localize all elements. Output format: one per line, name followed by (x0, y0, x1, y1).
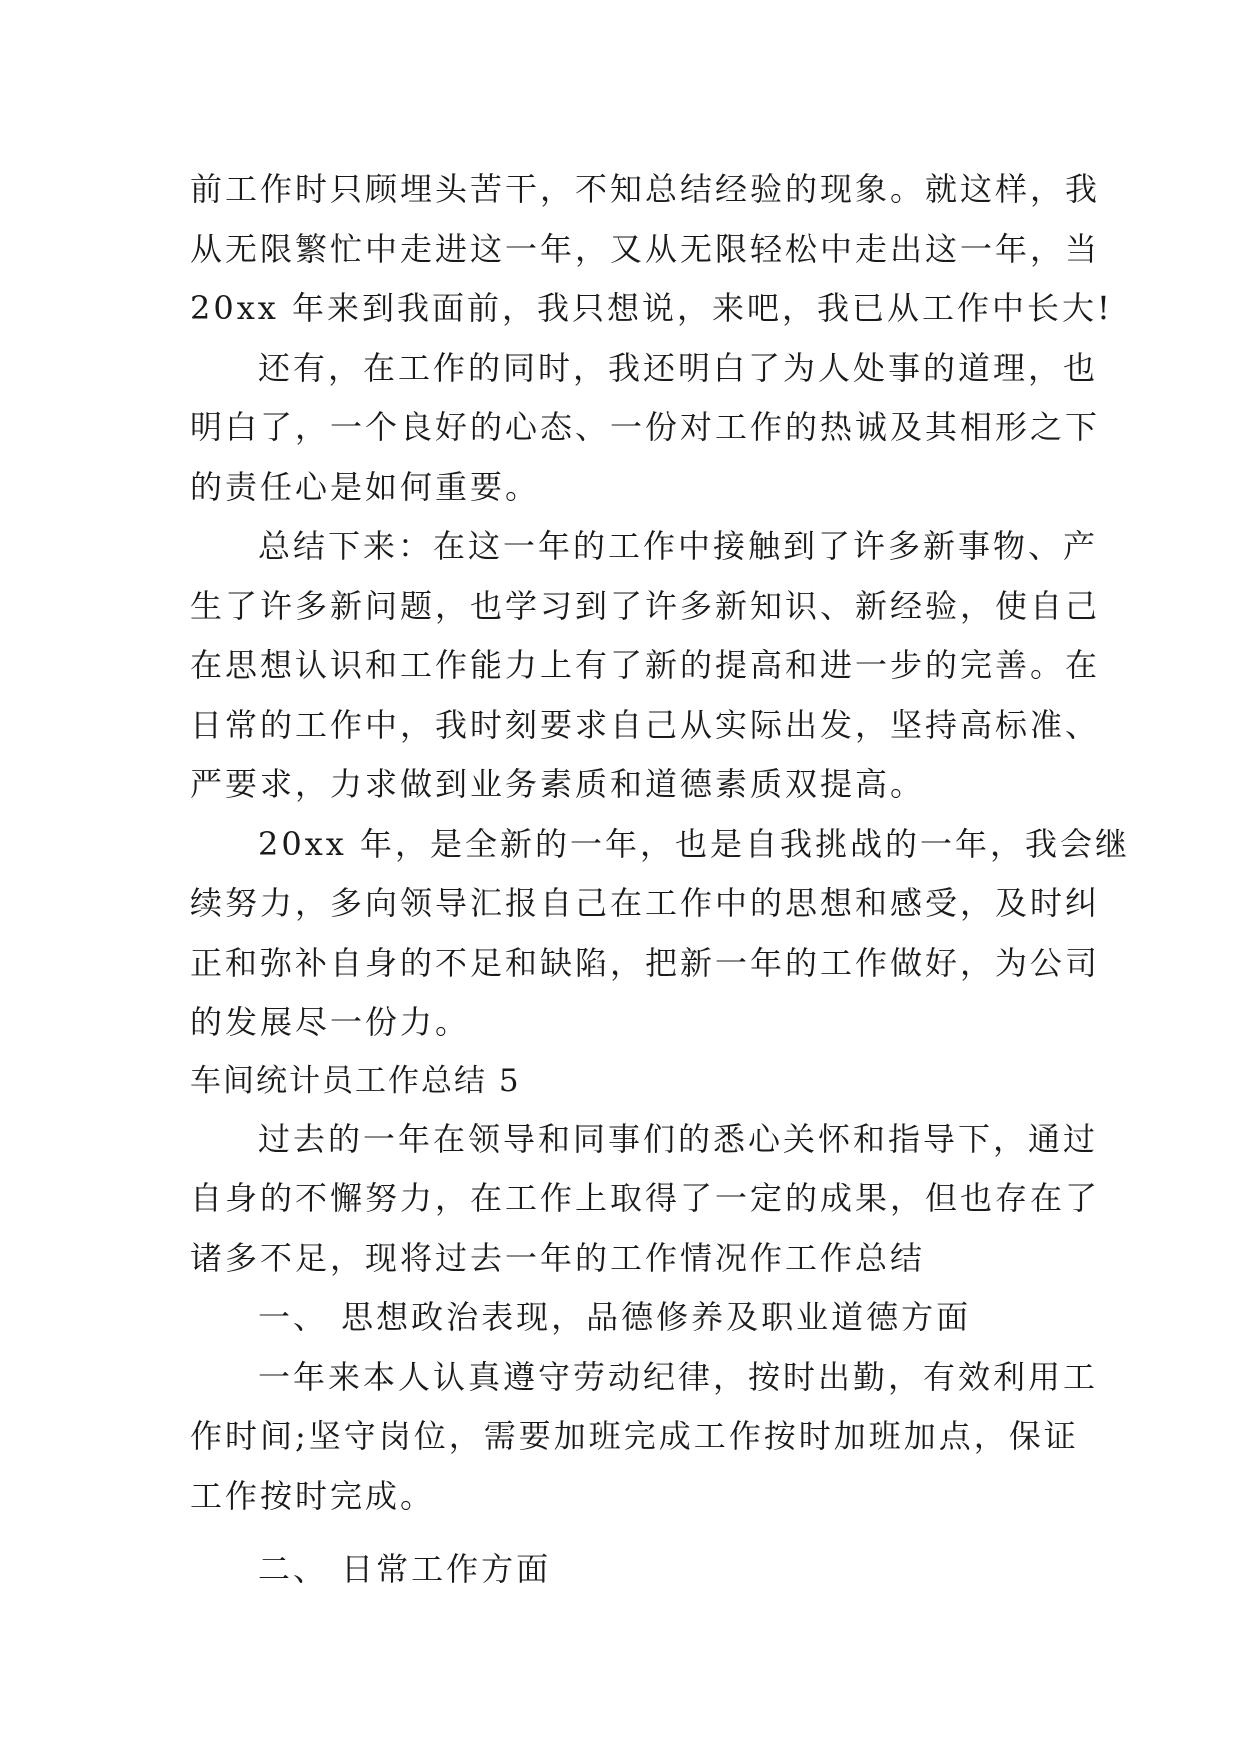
paragraph-first-line: 一年来本人认真遵守劳动纪律，按时出勤，有效利用工 (258, 1357, 1099, 1396)
text-line: 日常的工作中，我时刻要求自己从实际出发，坚持高标准、 (190, 705, 1101, 744)
paragraph-first-line: 还有，在工作的同时，我还明白了为人处事的道理，也 (258, 348, 1099, 387)
text-line: 在思想认识和工作能力上有了新的提高和进一步的完善。在 (190, 646, 1101, 684)
text-line: 工作按时完成。 (190, 1476, 436, 1515)
text-line: 20xx 年来到我面前，我只想说，来吧，我已从工作中长大! (190, 289, 1113, 327)
section-title: 车间统计员工作总结 5 (190, 1062, 521, 1099)
text-line: 明白了，一个良好的心态、一份对工作的热诚及其相形之下 (190, 408, 1101, 446)
spacer (190, 1526, 1060, 1540)
document-body (190, 160, 1130, 1600)
text-line: 续努力，多向领导汇报自己在工作中的思想和感受，及时纠 (190, 884, 1101, 922)
text-line: 从无限繁忙中走进这一年，又从无限轻松中走出这一年，当 (190, 229, 1101, 268)
text-line: 诸多不足，现将过去一年的工作情况作工作总结 (190, 1238, 926, 1277)
text-line: 自身的不懈努力，在工作上取得了一定的成果，但也存在了 (190, 1179, 1101, 1217)
paragraph-first-line: 20xx 年，是全新的一年，也是自我挑战的一年，我会继 (258, 824, 1130, 863)
text-line: 前工作时只顾埋头苦干，不知总结经验的现象。就这样，我 (190, 170, 1101, 208)
subheading-2: 二、 日常工作方面 (258, 1550, 552, 1588)
paragraph-first-line: 总结下来：在这一年的工作中接触到了许多新事物、产 (258, 527, 1099, 565)
text-line: 严要求，力求做到业务素质和道德素质双提高。 (190, 765, 926, 803)
paragraph-first-line: 过去的一年在领导和同事们的悉心关怀和指导下，通过 (258, 1119, 1099, 1158)
text-line: 的发展尽一份力。 (190, 1003, 471, 1041)
text-line: 生了许多新问题，也学习到了许多新知识、新经验，使自己 (190, 586, 1101, 625)
subheading-1: 一、 思想政治表现，品德修养及职业道德方面 (258, 1298, 972, 1336)
text-line: 作时间;坚守岗位，需要加班完成工作按时加班加点，保证 (190, 1417, 1079, 1455)
text-line: 正和弥补自身的不足和缺陷，把新一年的工作做好，为公司 (190, 943, 1101, 982)
text-line: 的责任心是如何重要。 (190, 467, 541, 506)
